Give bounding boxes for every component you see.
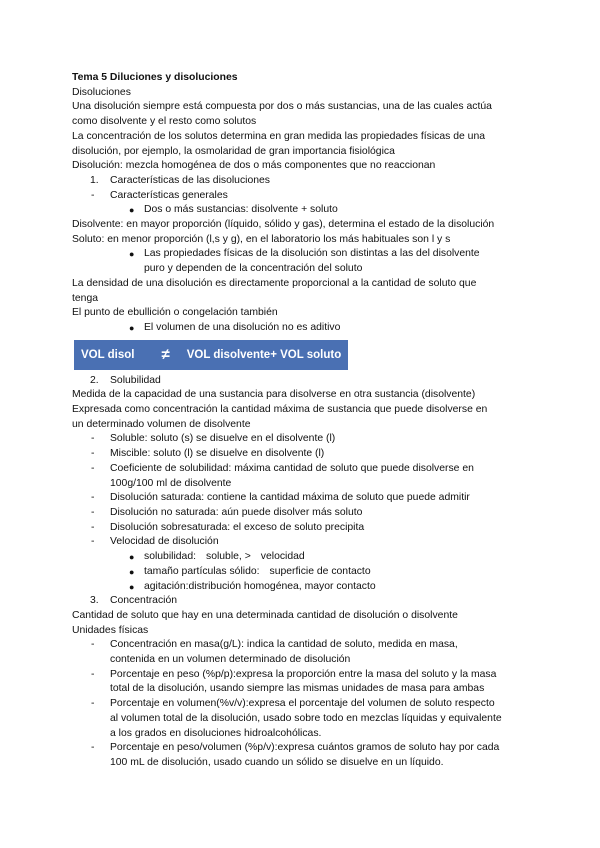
paragraph: Disolución: mezcla homogénea de dos o más componentes que no reaccionan [72,160,436,172]
page-title: Tema 5 Diluciones y disoluciones [72,72,238,83]
banner-left: VOL disol [81,348,135,361]
paragraph: Medida de la capacidad de una sustancia para disolverse en otra sustancia (disolvente) [72,389,476,401]
list-item: - Miscible: soluto (l) se disuelve en disolvente (l) [72,447,528,462]
paragraph: La densidad de una disolución es directamente proporcional a la cantidad de soluto que [72,277,477,289]
list-item: - Porcentaje en peso (%p/p):expresa la proporción entre la masa del soluto y la masa [72,668,528,683]
list-item-continuation: 100g/100 ml de disolvente [110,477,232,489]
bullet-item: ● tamaño partículas sólido: superficie de contacto [72,565,528,580]
list-item: - Porcentaje en volumen(%v/v):expresa el porcentaje del volumen de soluto respecto [72,697,528,712]
list-item: - Velocidad de disolución [72,535,528,550]
paragraph: Unidades físicas [72,624,149,636]
list-item-continuation: al volumen total de la disolución, usado sobre todo en mezclas líquidas y equivalente [110,712,502,724]
dash-marker: - [91,492,95,504]
not-equal-icon: ≠ [161,345,170,363]
dash-marker: - [91,189,95,201]
bullet-icon: ● [129,205,135,216]
bullet-continuation: puro y dependen de la concentración del soluto [144,263,363,275]
list-item: - Coeficiente de solubilidad: máxima cantidad de soluto que puede disolverse en [72,462,528,477]
bullet-icon: ● [129,581,135,592]
list-item-continuation: 100 mL de disolución, usado cuando un sólido se disuelve en un líquido. [110,756,444,768]
dash-marker: - [91,668,95,680]
bullet-item: ● El volumen de una disolución no es aditivo [72,321,528,336]
paragraph: Una disolución siempre está compuesta por dos o más sustancias, una de las cuales actúa [72,101,492,113]
dash-marker: - [91,742,95,754]
list-item: - Porcentaje en peso/volumen (%p/v):expresa cuántos gramos de soluto hay por cada [72,741,528,756]
list-item-continuation: contenida en un volumen determinado de disolución [110,654,351,666]
paragraph: un determinado volumen de disolvente [72,418,251,430]
list-item: - Soluble: soluto (s) se disuelve en el disolvente (l) [72,432,528,447]
dash-marker: - [91,536,95,548]
paragraph: Cantidad de soluto que hay en una determinada cantidad de disolución o disolvente [72,609,458,621]
list-item-continuation: a los grados en disoluciones hidroalcohólicas. [110,727,322,739]
list-item: - Características generales [72,189,528,204]
paragraph: La concentración de los solutos determina en gran medida las propiedades físicas de una [72,130,485,142]
paragraph: disolución, por ejemplo, la osmolaridad de gran importancia fisiológica [72,145,395,157]
list-item-continuation: total de la disolución, usando siempre las mismas unidades de masa para ambas [110,683,485,695]
section-heading-2: 2. Solubilidad [72,374,528,389]
paragraph: Soluto: en menor proporción (l,s y g), en el laboratorio los más habituales son l y s [72,233,451,245]
bullet-item: ● agitación:distribución homogénea, mayor contacto [72,580,528,595]
bullet-icon: ● [129,322,135,333]
bullet-item: ● Las propiedades físicas de la disolución son distintas a las del disolvente [72,247,528,262]
document-page [72,71,528,771]
dash-marker: - [91,462,95,474]
paragraph: El punto de ebullición o congelación también [72,307,278,319]
list-number: 1. [90,174,99,186]
dash-marker: - [91,506,95,518]
paragraph: Disoluciones [72,86,131,98]
bullet-icon: ● [129,552,135,563]
list-item: - Concentración en masa(g/L): indica la cantidad de soluto, medida en masa, [72,638,528,653]
bullet-item: ● solubilidad: soluble, > velocidad [72,550,528,565]
dash-marker: - [91,448,95,460]
section-heading-1: 1. Características de las disoluciones [72,174,528,189]
list-item: - Disolución no saturada: aún puede disolver más soluto [72,506,528,521]
paragraph: tenga [72,292,99,304]
banner-right: VOL disolvente+ VOL soluto [186,348,342,361]
list-number: 2. [90,374,99,386]
paragraph: como disolvente y el resto como solutos [72,116,257,128]
dash-marker: - [91,698,95,710]
section-heading-3: 3. Concentración [72,594,528,609]
list-item: - Disolución saturada: contiene la cantidad máxima de soluto que puede admitir [72,491,528,506]
bullet-icon: ● [129,566,135,577]
bullet-item: ● Dos o más sustancias: disolvente + soluto [72,203,528,218]
volume-banner [74,340,348,370]
bullet-icon: ● [129,249,135,260]
dash-marker: - [91,521,95,533]
dash-marker: - [91,639,95,651]
list-item: - Disolución sobresaturada: el exceso de soluto precipita [72,521,528,536]
list-number: 3. [90,595,99,607]
paragraph: Expresada como concentración la cantidad máxima de sustancia que puede disolverse en [72,404,488,416]
dash-marker: - [91,433,95,445]
paragraph: Disolvente: en mayor proporción (líquido, sólido y gas), determina el estado de la disolución [72,219,495,231]
